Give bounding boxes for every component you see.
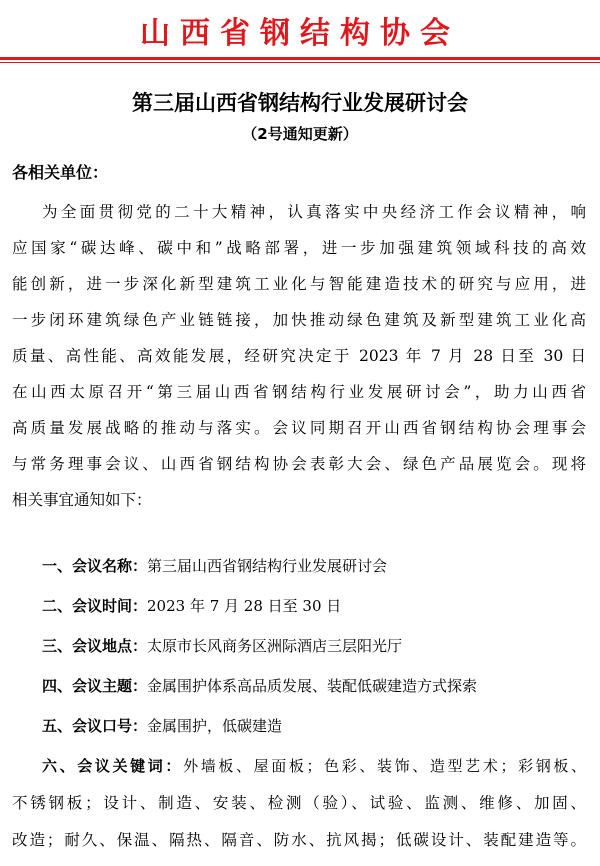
keywords-line: 不锈钢板；设计、制造、安装、检测（验）、试验、监测、维修、加固、 [12, 794, 586, 812]
item-meeting-venue [42, 636, 586, 656]
item-value: 金属围护，低碳建造 [147, 717, 283, 735]
intro-line: 在山西太原召开“第三届山西省钢结构行业发展研讨会”，助力山西省 [12, 383, 586, 401]
item-label: 四、会议主题： [42, 677, 148, 695]
intro-line: 为全面贯彻党的二十大精神，认真落实中央经济工作会议精神，响 [42, 203, 586, 221]
intro-line: 高质量发展战略的推动与落实。会议同期召开山西省钢结构协会理事会 [12, 419, 586, 437]
item-value: 太原市长风商务区洲际酒店三层阳光厅 [147, 637, 403, 655]
salutation: 各相关单位： [12, 163, 109, 182]
item-meeting-slogan [42, 716, 586, 736]
item-label: 三、会议地点： [42, 637, 148, 655]
intro-line: 能创新，进一步深化新型建筑工业化与智能建造技术的研究与应用，进 [12, 275, 586, 293]
item-value: 金属围护体系高品质发展、装配低碳建造方式探索 [147, 677, 478, 695]
item-value: 2023 年 7 月 28 日至 30 日 [147, 597, 342, 615]
association-header: 山西省钢结构协会 [140, 16, 460, 51]
notice-title: 第三届山西省钢结构行业发展研讨会 [132, 91, 468, 115]
item-value: 第三届山西省钢结构行业发展研讨会 [147, 557, 388, 575]
intro-line: 相关事宜通知如下： [12, 491, 152, 509]
item-value: 外墙板、屋面板；色彩、装饰、造型艺术；彩钢板、 [183, 757, 586, 775]
item-label: 五、会议口号： [42, 717, 148, 735]
item-meeting-time [42, 596, 586, 616]
intro-line: 质量、高性能、高效能发展，经研究决定于 2023 年 7 月 28 日至 30 日 [12, 347, 586, 365]
intro-line: 与常务理事会议、山西省钢结构协会表彰大会、绿色产品展览会。现将 [12, 455, 586, 473]
item-meeting-name [42, 556, 586, 576]
item-label: 二、会议时间： [42, 597, 148, 615]
item-label: 一、会议名称： [42, 557, 148, 575]
intro-line: 应国家“碳达峰、碳中和”战略部署，进一步加强建筑领域科技的高效 [12, 239, 586, 257]
item-meeting-theme [42, 676, 586, 696]
item-label: 六、会议关键词： [42, 757, 184, 775]
header-rule-thick [0, 57, 600, 60]
keywords-line: 改造；耐久、保温、隔热、隔音、防水、抗风揭；低碳设计、装配建造等。 [12, 831, 586, 849]
notice-subtitle: （2号通知更新） [242, 125, 358, 143]
item-meeting-keywords [42, 756, 586, 776]
header-rule-thin [0, 62, 600, 63]
intro-line: 一步闭环建筑绿色产业链链接，加快推动绿色建筑及新型建筑工业化高 [12, 311, 586, 329]
